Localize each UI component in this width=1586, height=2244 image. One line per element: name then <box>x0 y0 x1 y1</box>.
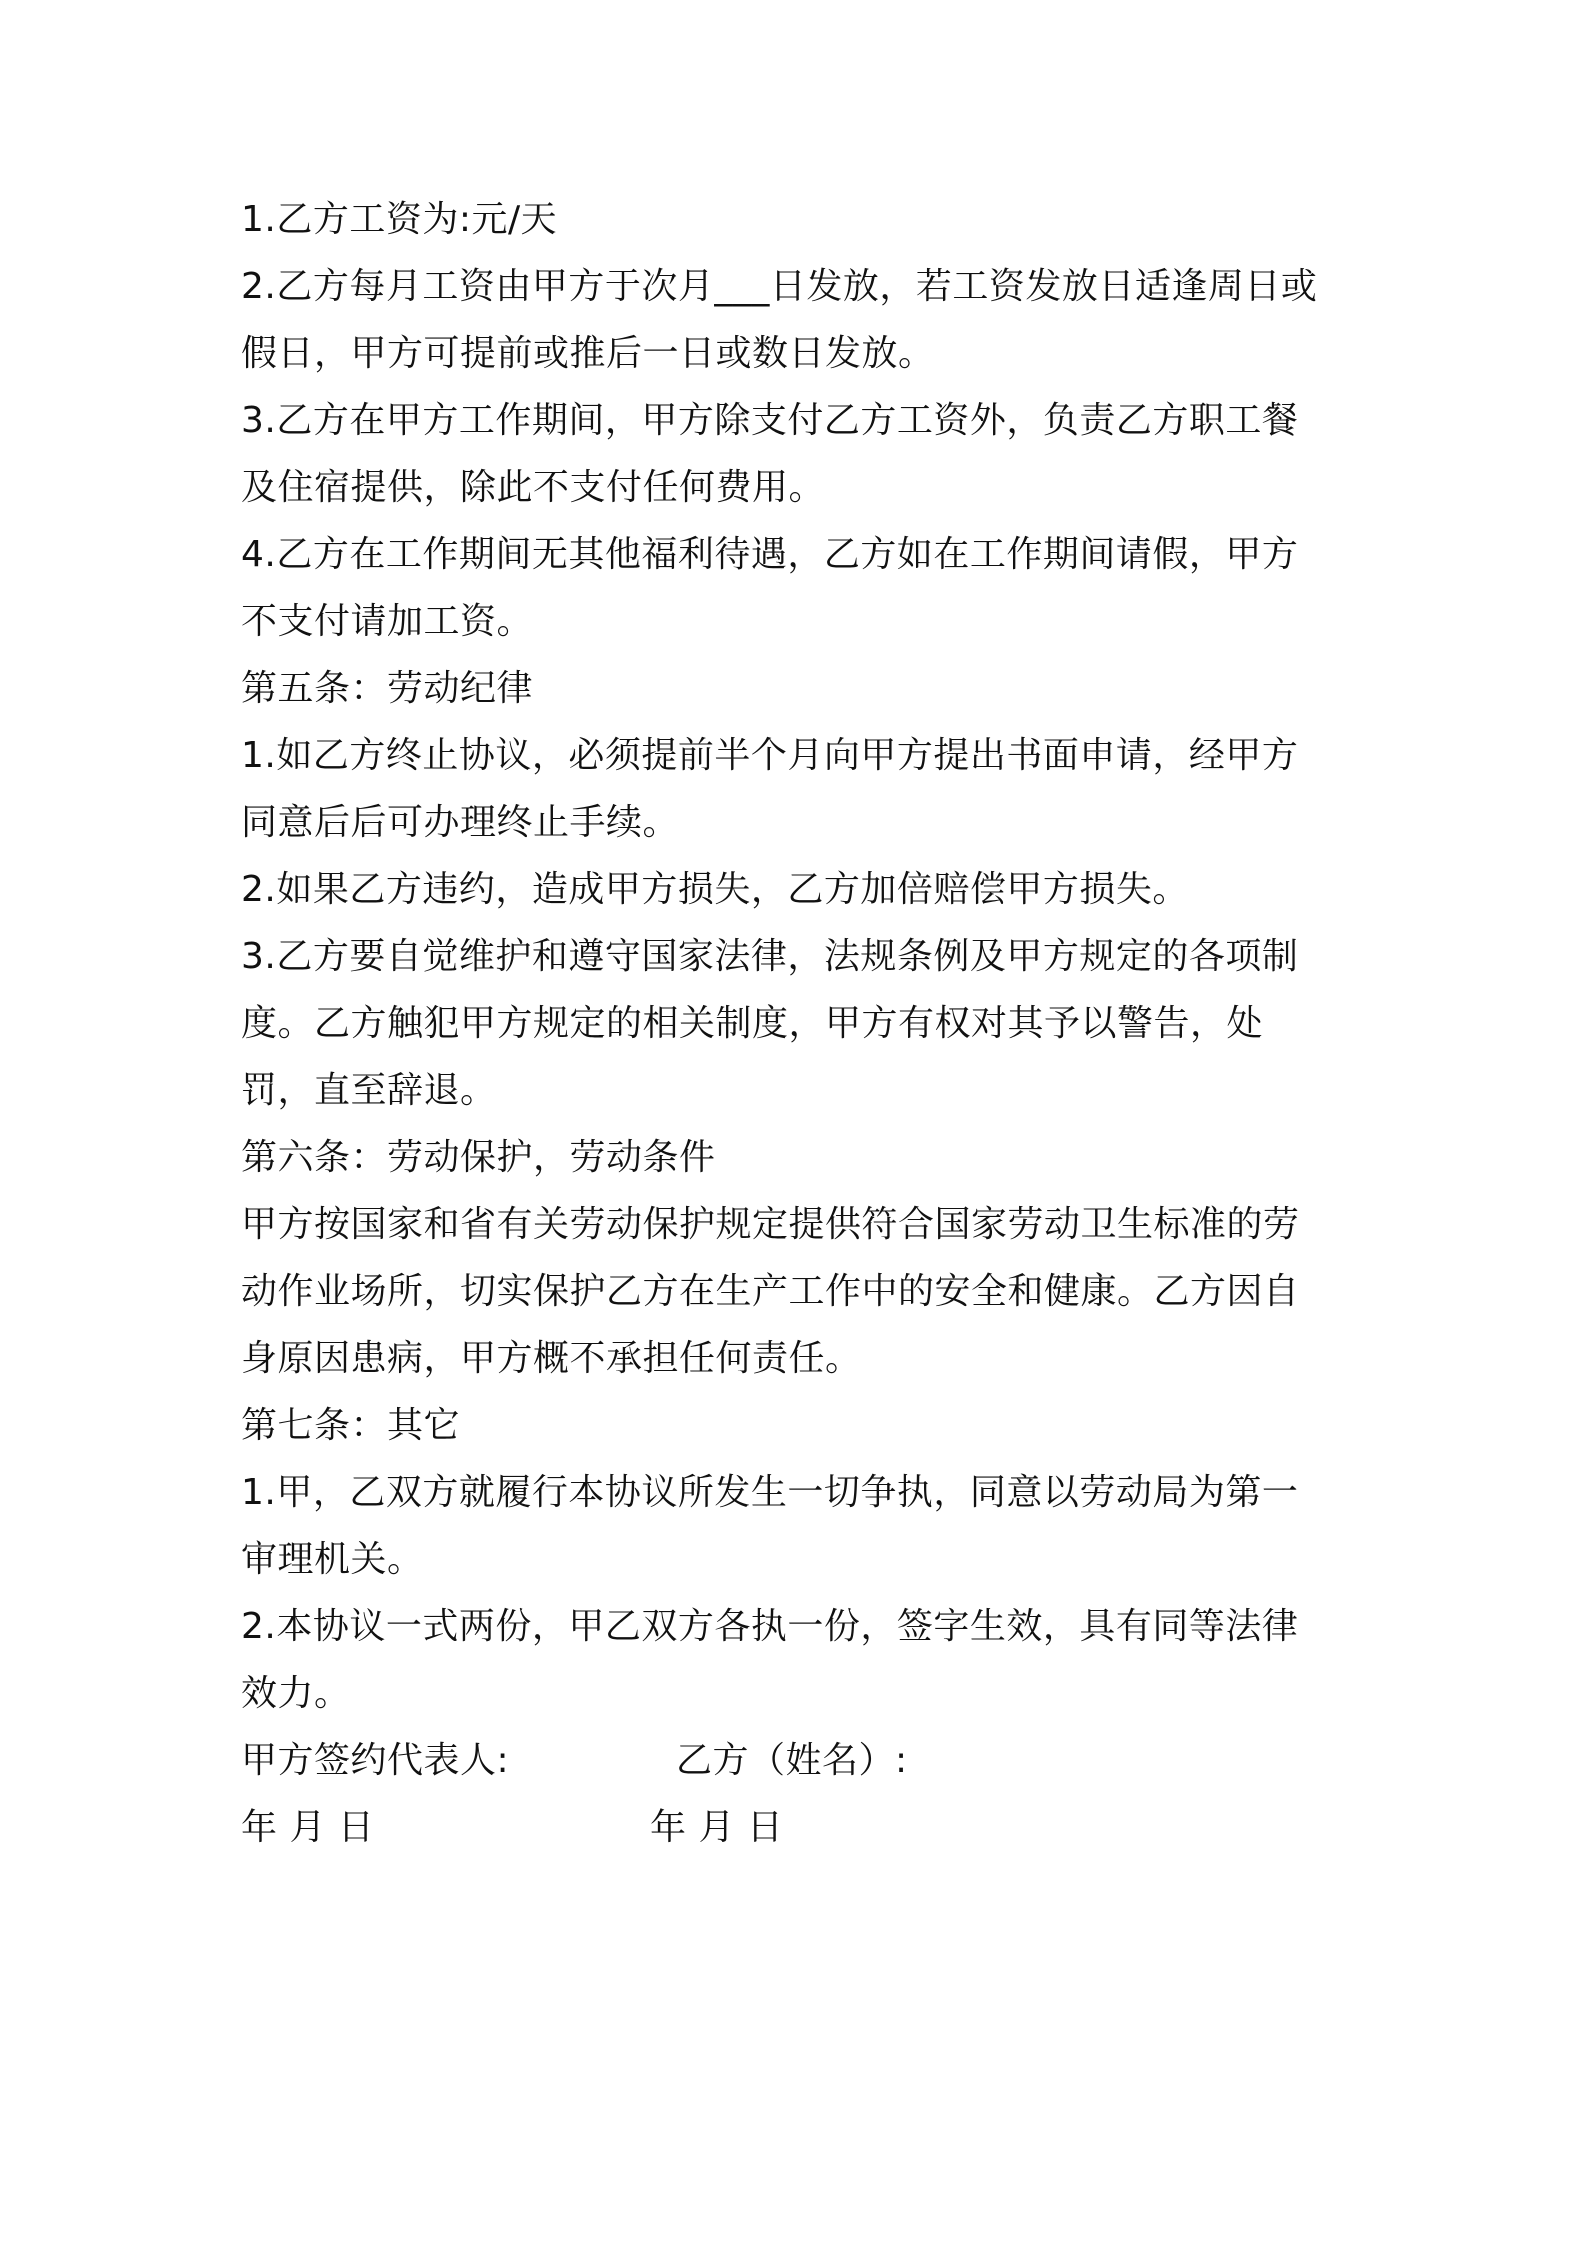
text-line: 身原因患病，甲方概不承担任何责任。 <box>241 1338 862 1379</box>
text-line: 2.乙方每月工资由甲方于次月___日发放，若工资发放日适逢周日或 <box>241 266 1318 307</box>
text-line: 效力。 <box>241 1673 351 1714</box>
text-line: 审理机关。 <box>241 1539 424 1580</box>
text-line: 1.甲，乙双方就履行本协议所发生一切争执，同意以劳动局为第一 <box>241 1472 1299 1513</box>
text-line: 1.如乙方终止协议，必须提前半个月向甲方提出书面申请，经甲方 <box>241 735 1299 776</box>
text-line: 3.乙方要自觉维护和遵守国家法律，法规条例及甲方规定的各项制 <box>241 936 1299 977</box>
text-line: 度。乙方触犯甲方规定的相关制度，甲方有权对其予以警告，处 <box>241 1003 1264 1044</box>
text-line: 罚，直至辞退。 <box>241 1070 497 1111</box>
party-a-date: 年 月 日 <box>241 1807 375 1848</box>
text-line: 假日，甲方可提前或推后一日或数日发放。 <box>241 333 935 374</box>
party-b-signature-label: 乙方（姓名）: <box>676 1740 908 1781</box>
section-heading: 第七条：其它 <box>241 1405 461 1446</box>
text-line: 4.乙方在工作期间无其他福利待遇，乙方如在工作期间请假，甲方 <box>241 534 1299 575</box>
text-line: 3.乙方在甲方工作期间，甲方除支付乙方工资外，负责乙方职工餐 <box>241 400 1299 441</box>
text-line: 甲方按国家和省有关劳动保护规定提供符合国家劳动卫生标准的劳 <box>241 1204 1300 1245</box>
text-line: 同意后后可办理终止手续。 <box>241 802 680 843</box>
text-line: 不支付请加工资。 <box>241 601 534 642</box>
party-b-date: 年 月 日 <box>650 1807 784 1848</box>
text-line: 1.乙方工资为:元/天 <box>241 199 558 240</box>
section-heading: 第六条：劳动保护，劳动条件 <box>241 1137 716 1178</box>
text-line: 动作业场所，切实保护乙方在生产工作中的安全和健康。乙方因自 <box>241 1271 1300 1312</box>
section-heading: 第五条：劳动纪律 <box>241 668 534 709</box>
text-line: 2.本协议一式两份，甲乙双方各执一份，签字生效，具有同等法律 <box>241 1606 1299 1647</box>
party-a-signature-label: 甲方签约代表人: <box>241 1740 510 1781</box>
text-line: 2.如果乙方违约，造成甲方损失，乙方加倍赔偿甲方损失。 <box>241 869 1189 910</box>
text-line: 及住宿提供，除此不支付任何费用。 <box>241 467 826 508</box>
